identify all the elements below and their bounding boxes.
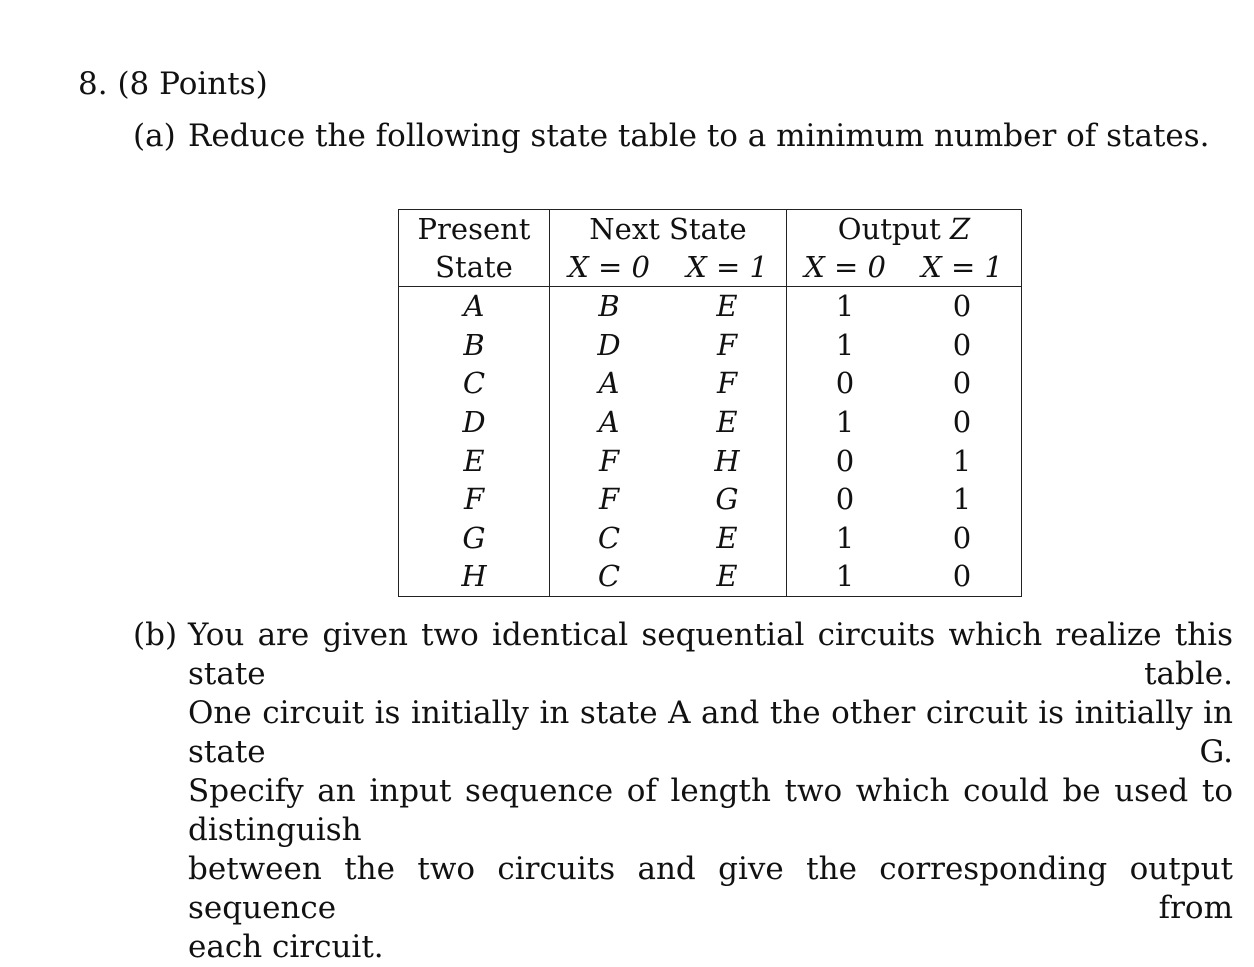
header-out-x0: X = 0 <box>787 248 904 287</box>
header-output <box>787 210 1022 249</box>
part-b-line: between the two circuits and give the corresponding output sequence from <box>188 851 1233 926</box>
table-row <box>399 480 1022 519</box>
part-b-line: You are given two identical sequential circuits which realize this state table. <box>188 617 1233 692</box>
cell-next-x1: F <box>716 327 738 362</box>
cell-out-x1: 0 <box>952 366 972 401</box>
problem-heading <box>78 64 268 104</box>
cell-out-x1: 0 <box>952 327 972 362</box>
cell-present: A <box>463 289 485 324</box>
state-table <box>398 209 1022 597</box>
part-b-line: each circuit. <box>188 929 384 965</box>
cell-next-x0: C <box>550 519 669 558</box>
problem-points: (8 Points) <box>117 66 268 102</box>
cell-present: F <box>463 482 485 517</box>
cell-next-x1: H <box>714 443 740 478</box>
cell-present: G <box>462 520 486 555</box>
part-b-label: (b) <box>133 617 178 653</box>
cell-out-x0: 1 <box>787 557 904 596</box>
cell-present: H <box>461 559 487 594</box>
table-header-row-1 <box>399 210 1022 249</box>
part-a-label: (a) <box>133 118 176 154</box>
cell-next-x1: E <box>716 289 738 324</box>
cell-next-x0: D <box>550 326 669 365</box>
cell-out-x0: 1 <box>787 519 904 558</box>
cell-out-x0: 0 <box>787 441 904 480</box>
cell-next-x0: A <box>550 364 669 403</box>
cell-out-x1: 1 <box>952 443 972 478</box>
cell-present: E <box>463 443 485 478</box>
header-present: Present <box>417 212 531 246</box>
cell-out-x1: 0 <box>952 289 972 324</box>
cell-next-x0: F <box>550 480 669 519</box>
header-out-x1: X = 1 <box>903 248 1022 287</box>
part-a <box>133 116 1210 156</box>
cell-next-x1: E <box>716 405 738 440</box>
header-next-x0: X = 0 <box>550 248 669 287</box>
cell-out-x0: 1 <box>787 287 904 326</box>
cell-next-x0: C <box>550 557 669 596</box>
cell-out-x1: 1 <box>952 482 972 517</box>
table-row <box>399 519 1022 558</box>
cell-present: B <box>463 327 485 362</box>
cell-out-x0: 1 <box>787 403 904 442</box>
cell-out-x0: 0 <box>787 480 904 519</box>
cell-next-x1: F <box>716 366 738 401</box>
table-row <box>399 364 1022 403</box>
problem-number: 8. <box>78 66 108 102</box>
cell-next-x0: B <box>550 287 669 326</box>
part-b-line: One circuit is initially in state A and the other circuit is initially in state G. <box>188 695 1233 770</box>
header-output-label: Output <box>837 212 941 246</box>
cell-next-x1: E <box>716 520 738 555</box>
cell-out-x1: 0 <box>952 520 972 555</box>
table-header-row-2 <box>399 248 1022 287</box>
table-row <box>399 326 1022 365</box>
part-b-text <box>188 616 1233 967</box>
header-output-var: Z <box>950 212 971 246</box>
cell-next-x0: F <box>550 441 669 480</box>
part-a-text: Reduce the following state table to a minimum number of states. <box>188 118 1210 154</box>
table-row <box>399 441 1022 480</box>
cell-out-x0: 0 <box>787 364 904 403</box>
header-next-state: Next State <box>550 210 787 249</box>
table-row <box>399 557 1022 596</box>
cell-next-x1: G <box>715 482 739 517</box>
cell-next-x0: A <box>550 403 669 442</box>
table-row <box>399 287 1022 326</box>
header-state: State <box>399 248 550 287</box>
cell-out-x0: 1 <box>787 326 904 365</box>
header-next-x1: X = 1 <box>668 248 787 287</box>
cell-out-x1: 0 <box>952 559 972 594</box>
cell-present: C <box>462 366 486 401</box>
cell-next-x1: E <box>716 559 738 594</box>
part-b <box>133 616 1233 967</box>
cell-present: D <box>462 405 486 440</box>
part-b-line: Specify an input sequence of length two which could be used to distinguish <box>188 773 1233 848</box>
table-row <box>399 403 1022 442</box>
cell-out-x1: 0 <box>952 405 972 440</box>
